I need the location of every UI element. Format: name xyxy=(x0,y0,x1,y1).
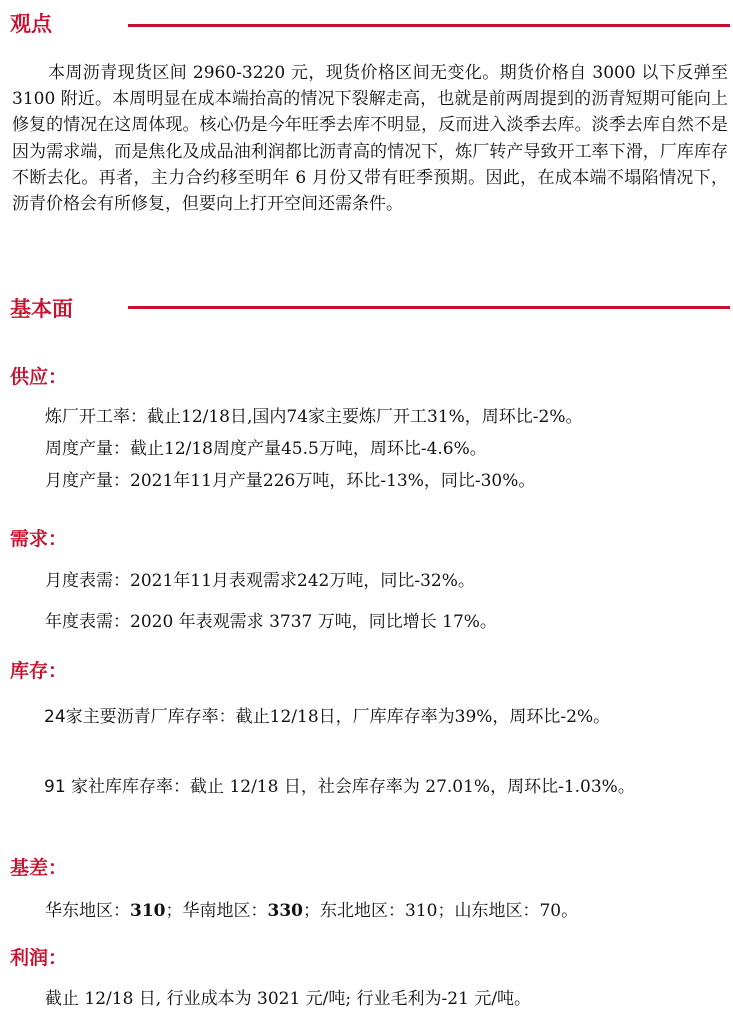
subheading-basis: 基差： xyxy=(10,857,68,879)
view-paragraph: 本周沥青现货区间 2960-3220 元，现货价格区间无变化。期货价格自 3000 以下反弹至 3100 附近。本周明显在成本端抬高的情况下裂解走高，也就是前两周提到的沥青短期可能向上修复的情况在这周体现。核心仍是今年旺季去库不明显，反而进入淡季去库。淡季去库自然不是因为需求端，而是焦化及成品油利润都比沥青高的情况下，炼厂转产导致开工率下滑，厂库库存不断去化。再者，主力合约移至明年 6 月份又带有旺季预期。因此，在成本端不塌陷情况下，沥青价格会有所修复，但要向上打开空间还需条件。 xyxy=(12,63,728,215)
supply-item-text: 2021年11月产量226万吨，环比-13%，同比-30%。 xyxy=(130,471,536,491)
inventory-item-label: 24家主要沥青厂库存率： xyxy=(44,707,236,727)
demand-item xyxy=(45,611,497,633)
demand-item xyxy=(45,570,475,592)
section-divider-fundamentals xyxy=(128,306,730,309)
basis-line xyxy=(45,900,578,922)
profit-line: 截止 12/18 日, 行业成本为 3021 元/吨; 行业毛利为-21 元/吨。 xyxy=(45,989,532,1009)
subheading-inventory: 库存： xyxy=(10,660,68,682)
demand-item-label: 月度表需： xyxy=(45,571,130,591)
supply-item-text: 截止12/18周度产量45.5万吨，周环比-4.6%。 xyxy=(130,439,487,459)
basis-south-label: ；华南地区： xyxy=(165,901,268,921)
demand-item-text: 2021年11月表观需求242万吨，同比-32%。 xyxy=(130,571,475,591)
inventory-item xyxy=(12,773,712,801)
supply-item-label: 周度产量： xyxy=(45,439,130,459)
basis-south-value: 330 xyxy=(267,901,303,921)
supply-item xyxy=(45,406,583,428)
basis-east-value: 310 xyxy=(130,901,166,921)
supply-item xyxy=(45,470,535,492)
supply-item xyxy=(45,438,487,460)
demand-item-label: 年度表需： xyxy=(45,612,130,632)
basis-shandong-label: ；山东地区： xyxy=(437,901,540,921)
section-title-fundamentals: 基本面 xyxy=(10,297,73,321)
supply-item-text: 截止12/18日,国内74家主要炼厂开工31%，周环比-2%。 xyxy=(147,407,583,427)
section-title-view: 观点 xyxy=(10,12,52,36)
inventory-item-text: 截止12/18日，厂库库存率为39%，周环比-2%。 xyxy=(235,707,611,727)
basis-shandong-value: 70。 xyxy=(539,901,579,921)
basis-northeast-label: ；东北地区： xyxy=(303,901,405,921)
section-header-view xyxy=(10,8,52,38)
basis-northeast-value: 310 xyxy=(405,901,438,921)
inventory-item-label: 91 家社库库存率： xyxy=(44,777,191,797)
subheading-supply: 供应： xyxy=(10,366,68,388)
subheading-profit: 利润： xyxy=(10,947,68,969)
subheading-demand: 需求： xyxy=(10,528,68,550)
basis-east-label: 华东地区： xyxy=(45,901,130,921)
section-header-fundamentals xyxy=(10,293,73,323)
inventory-item xyxy=(12,703,712,731)
section-divider-view xyxy=(128,24,730,27)
supply-item-label: 月度产量： xyxy=(45,471,130,491)
inventory-item-text: 截止 12/18 日，社会库存率为 27.01%，周环比-1.03%。 xyxy=(190,777,635,797)
demand-item-text: 2020 年表观需求 3737 万吨，同比增长 17%。 xyxy=(130,612,497,632)
supply-item-label: 炼厂开工率： xyxy=(45,407,147,427)
